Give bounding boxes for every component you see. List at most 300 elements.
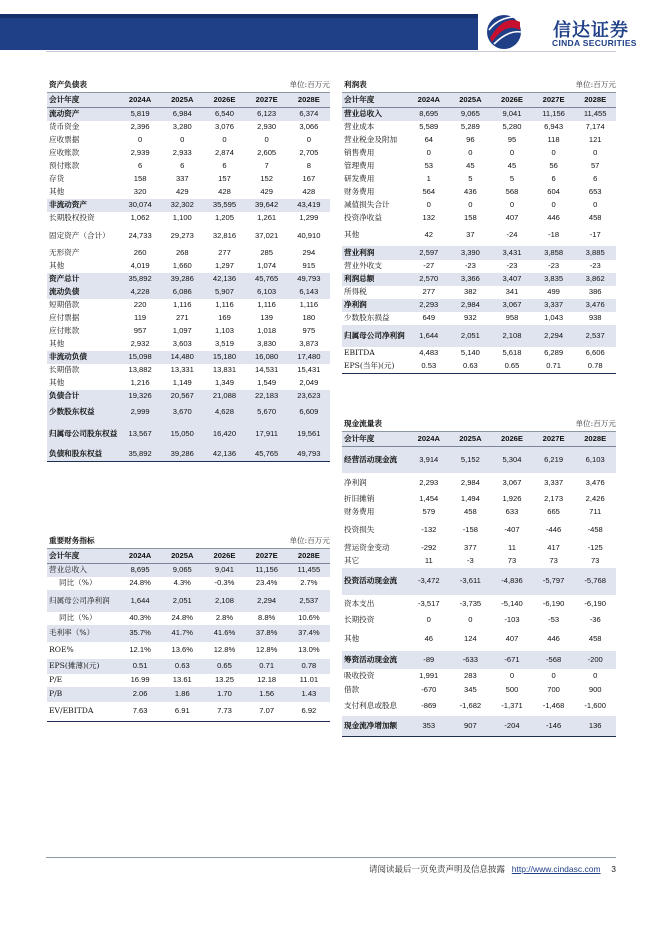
row-label: 减值损失合计	[344, 200, 390, 210]
row-value: 3,337	[533, 299, 575, 312]
row-value: 3,885	[574, 246, 616, 260]
row-value: 2,294	[533, 325, 575, 347]
row-value: -89	[408, 651, 450, 669]
row-value: 7	[264, 161, 269, 171]
row-label: EBITDA	[344, 348, 375, 358]
row-value: 6,086	[161, 286, 203, 299]
footer-website-link[interactable]: http://www.cindasc.com	[511, 864, 601, 874]
row-value: 2,294	[246, 590, 288, 612]
row-value: 3,067	[491, 299, 533, 312]
table-row	[47, 212, 330, 225]
row-value: 8	[306, 161, 311, 171]
row-value: 268	[175, 248, 189, 258]
table-title-row	[47, 78, 330, 92]
row-value: 0	[468, 200, 473, 210]
row-value: 2,173	[544, 494, 564, 504]
row-value: 6,609	[288, 403, 330, 422]
row-value: 0	[137, 135, 143, 145]
row-value: -53	[548, 615, 560, 625]
row-value: 3,603	[172, 339, 192, 349]
table-row	[342, 506, 616, 519]
row-value: -633	[450, 651, 492, 669]
row-label: 营业外收支	[344, 261, 382, 271]
row-value: 1.56	[246, 687, 288, 702]
row-value: 564	[422, 187, 436, 197]
row-label: 货币资金	[49, 122, 80, 132]
table-row	[47, 422, 330, 447]
row-value: -670	[421, 685, 437, 695]
table-row	[342, 325, 616, 347]
row-value: -27	[423, 261, 435, 271]
row-value: 5,289	[460, 122, 480, 132]
table-title: 利润表	[342, 78, 491, 92]
row-value: 1,454	[419, 494, 439, 504]
row-value: 436	[464, 187, 477, 197]
column-header-year: 2024A	[408, 92, 450, 107]
row-value: 121	[588, 135, 602, 145]
row-value: 20,567	[161, 390, 203, 403]
row-label: 应付账款	[49, 326, 80, 336]
row-value: 428	[302, 187, 316, 197]
row-value: 8.8%	[258, 613, 276, 623]
row-value: 23,623	[288, 390, 330, 403]
table-header-row	[342, 92, 616, 107]
table-row	[47, 247, 330, 260]
row-value: 0	[468, 615, 473, 625]
row-value: 0	[593, 671, 598, 681]
cashflow-table	[342, 417, 616, 737]
table-row	[47, 403, 330, 422]
row-value: 3,476	[574, 299, 616, 312]
row-value: 22,183	[246, 390, 288, 403]
row-value: -3,472	[408, 568, 450, 595]
table-row	[47, 577, 330, 590]
column-header-year: 2026E	[491, 92, 533, 107]
table-row	[47, 563, 330, 577]
row-value: 6,606	[585, 348, 605, 358]
row-value: 3,670	[161, 403, 203, 422]
row-value: 37.4%	[288, 625, 330, 642]
row-value: 1.86	[161, 687, 203, 702]
table-title-row	[342, 78, 616, 92]
row-value: 277	[218, 248, 231, 258]
table-title: 资产负债表	[47, 78, 203, 92]
cashflow-panel	[342, 417, 616, 737]
row-value: 118	[547, 135, 560, 145]
row-value: 1	[426, 174, 431, 184]
table-row	[47, 225, 330, 247]
table-row	[47, 173, 330, 186]
row-value: 1,205	[214, 213, 234, 223]
row-value: 377	[464, 543, 477, 553]
row-value: 458	[588, 633, 602, 643]
row-value: 5	[468, 174, 473, 184]
row-value: 2,705	[299, 148, 319, 158]
row-value: 11.01	[299, 675, 319, 685]
footer-disclaimer: 请阅读最后一页免责声明及信息披露	[369, 865, 506, 875]
row-value: 12.1%	[129, 645, 151, 655]
row-value: 37,021	[255, 230, 279, 240]
page-number: 3	[611, 864, 616, 874]
table-row	[342, 684, 616, 697]
row-value: 9,041	[203, 563, 245, 577]
row-label: 存货	[49, 174, 65, 184]
row-value: 915	[302, 261, 316, 271]
table-row	[47, 642, 330, 659]
row-value: 13,831	[212, 365, 237, 375]
row-value: 6,219	[533, 446, 575, 473]
row-value: 6,103	[574, 446, 616, 473]
row-value: 6,943	[544, 122, 564, 132]
row-label: 财务费用	[344, 187, 375, 197]
row-value: 49,793	[288, 447, 330, 462]
row-value: 568	[505, 187, 519, 197]
row-value: 2,597	[408, 246, 450, 260]
row-value: -5,140	[501, 599, 523, 609]
row-value: 283	[464, 671, 477, 681]
row-value: 49,793	[288, 273, 330, 286]
row-value: 10.6%	[298, 613, 320, 623]
column-header-year: 2027E	[533, 92, 575, 107]
table-row	[342, 446, 616, 473]
row-label: 管理费用	[344, 161, 375, 171]
row-label: 非流动负债	[47, 351, 119, 364]
column-header-year: 2026E	[203, 548, 245, 563]
table-row	[47, 377, 330, 390]
row-value: 35.7%	[119, 625, 161, 642]
row-value: 1,261	[257, 213, 277, 223]
row-value: -5,768	[574, 568, 616, 595]
row-value: 2,293	[408, 299, 450, 312]
row-label: EPS(摊薄)(元)	[47, 659, 119, 674]
row-value: 4,628	[203, 403, 245, 422]
row-value: 1,349	[214, 378, 234, 388]
row-value: 1.43	[288, 687, 330, 702]
table-row	[342, 651, 616, 669]
table-row	[47, 312, 330, 325]
column-header-label: 会计年度	[342, 431, 408, 446]
row-value: 5	[509, 174, 515, 184]
row-value: 53	[424, 161, 434, 171]
row-value: 132	[422, 213, 436, 223]
row-value: 45	[507, 161, 517, 171]
row-label: 研发费用	[344, 174, 375, 184]
row-value: 4,228	[119, 286, 161, 299]
table-header-row	[342, 431, 616, 446]
row-label: 非流动资产	[47, 199, 119, 212]
row-value: -23	[548, 261, 560, 271]
row-value: 0.51	[119, 659, 161, 674]
row-value: 17,911	[246, 422, 288, 447]
row-value: 2.7%	[300, 578, 318, 588]
table-title-row	[47, 534, 330, 548]
row-value: 3,835	[533, 273, 575, 286]
row-value: 43,419	[288, 199, 330, 212]
row-value: 17,480	[288, 351, 330, 364]
row-value: 7.73	[203, 702, 245, 722]
row-value: 1,660	[172, 261, 192, 271]
row-value: 158	[464, 213, 477, 223]
row-value: 2,932	[130, 339, 150, 349]
row-value: -458	[587, 525, 603, 535]
row-value: 458	[588, 213, 602, 223]
row-label: 借款	[344, 685, 360, 695]
row-value: 2,051	[450, 325, 492, 347]
column-header-year: 2028E	[574, 92, 616, 107]
table-row	[47, 702, 330, 722]
row-label: 归属母公司净利润	[47, 590, 119, 612]
row-value: 345	[464, 685, 477, 695]
row-value: 5,589	[419, 122, 439, 132]
column-header-year: 2028E	[288, 548, 330, 563]
table-row	[342, 225, 616, 246]
row-value: 0	[551, 200, 556, 210]
row-value: 73	[549, 556, 558, 566]
company-name-en: CINDA SECURITIES	[552, 38, 637, 48]
row-value: 0	[551, 671, 556, 681]
row-value: 633	[505, 507, 519, 517]
row-value: 5,280	[502, 122, 522, 132]
row-value: 2,108	[491, 325, 533, 347]
table-row	[47, 299, 330, 312]
row-value: 3,830	[257, 339, 277, 349]
row-value: 40.3%	[129, 613, 151, 623]
row-label: 其他	[49, 187, 65, 197]
row-value: 1,297	[214, 261, 234, 271]
row-value: 1,043	[544, 313, 564, 323]
row-value: 56	[549, 161, 558, 171]
row-value: -17	[589, 230, 601, 240]
row-label: 归属母公司股东权益	[47, 422, 119, 447]
row-value: 13,882	[128, 365, 152, 375]
row-label: 归属母公司净利润	[342, 325, 408, 347]
table-row	[47, 390, 330, 403]
table-row	[47, 134, 330, 147]
footer	[369, 863, 616, 875]
row-value: 0.65	[203, 659, 245, 674]
row-value: 1,549	[257, 378, 277, 388]
row-value: 2.06	[119, 687, 161, 702]
row-label: 少数股东权益	[47, 403, 119, 422]
row-label: 预付账款	[49, 161, 80, 171]
table-row	[342, 519, 616, 542]
table-row	[47, 625, 330, 642]
row-label: 资产总计	[47, 273, 119, 286]
row-label: 同比（%）	[59, 613, 97, 623]
row-value: 180	[302, 313, 316, 323]
row-value: -24	[506, 230, 518, 240]
row-value: 11,156	[246, 563, 288, 577]
row-value: -3	[467, 556, 474, 566]
column-header-label: 会计年度	[47, 548, 119, 563]
table-row	[342, 147, 616, 160]
table-row	[47, 659, 330, 674]
row-value: 9,041	[491, 107, 533, 121]
row-value: 407	[505, 213, 519, 223]
row-value: 39,642	[246, 199, 288, 212]
table-row	[342, 473, 616, 493]
row-label: 长期借款	[49, 365, 80, 375]
row-value: -407	[504, 525, 520, 535]
row-value: 428	[218, 187, 231, 197]
row-value: 2,984	[450, 299, 492, 312]
row-value: 2,570	[408, 273, 450, 286]
row-label: 长期股权投资	[49, 213, 95, 223]
row-label: 应收票据	[49, 135, 80, 145]
row-value: 0	[306, 135, 311, 145]
row-value: 1,100	[172, 213, 192, 223]
row-value: 711	[589, 507, 602, 517]
row-label: 无形资产	[49, 248, 80, 258]
row-value: -292	[421, 543, 437, 553]
income-statement-panel	[342, 78, 616, 374]
row-value: -23	[506, 261, 518, 271]
column-header-year: 2024A	[119, 92, 161, 107]
row-value: 0	[551, 148, 556, 158]
company-name-cn: 信达证券	[553, 20, 629, 41]
row-value: -568	[533, 651, 575, 669]
row-value: 0	[426, 200, 431, 210]
row-value: 6,374	[288, 107, 330, 121]
row-value: 13.6%	[171, 645, 194, 655]
table-row	[342, 199, 616, 212]
row-value: 2,537	[288, 590, 330, 612]
row-label: 投资净收益	[344, 213, 382, 223]
row-label: 净利润	[344, 477, 367, 487]
row-value: -204	[491, 716, 533, 737]
row-value: 2,984	[460, 477, 480, 487]
row-value: 169	[218, 313, 231, 323]
row-value: 13.61	[172, 675, 192, 685]
row-value: 40,910	[297, 230, 321, 240]
row-value: 11	[508, 543, 516, 553]
row-value: 407	[505, 633, 519, 643]
row-value: 13.0%	[298, 645, 320, 655]
row-value: 35,595	[203, 199, 245, 212]
row-value: 41.6%	[203, 625, 245, 642]
row-value: -869	[421, 701, 437, 711]
row-value: -6,190	[584, 599, 606, 609]
row-value: -36	[589, 615, 601, 625]
row-value: 11	[424, 556, 433, 566]
row-value: 11,455	[574, 107, 616, 121]
row-value: 1,116	[173, 300, 192, 310]
row-label: ROE%	[49, 645, 74, 655]
table-row	[342, 160, 616, 173]
row-value: 157	[218, 174, 231, 184]
row-value: 653	[588, 187, 602, 197]
table-row	[342, 286, 616, 299]
table-row	[342, 542, 616, 555]
row-value: 386	[588, 287, 602, 297]
row-value: 0.71	[533, 360, 575, 374]
ratios-table	[47, 534, 330, 722]
row-value: 337	[175, 174, 189, 184]
row-value: 6	[551, 174, 556, 184]
table-unit: 单位:百万元	[491, 78, 616, 92]
row-value: 35,892	[119, 273, 161, 286]
row-value: 320	[133, 187, 147, 197]
row-value: 152	[260, 174, 273, 184]
row-value: 649	[422, 313, 436, 323]
row-value: 30,074	[119, 199, 161, 212]
row-value: 341	[505, 287, 519, 297]
row-value: 3,280	[172, 122, 192, 132]
row-value: 5,907	[203, 286, 245, 299]
row-value: 0	[180, 135, 185, 145]
row-value: 1,644	[408, 325, 450, 347]
row-value: 2,930	[257, 122, 277, 132]
row-value: 158	[133, 174, 147, 184]
table-row	[47, 121, 330, 134]
row-value: 0	[426, 148, 431, 158]
row-value: 24.8%	[129, 578, 151, 588]
row-value: 0	[509, 671, 515, 681]
row-value: 2,108	[203, 590, 245, 612]
row-value: 3,076	[214, 122, 234, 132]
table-row	[342, 493, 616, 506]
row-value: 5,618	[502, 348, 522, 358]
row-value: 6,123	[246, 107, 288, 121]
row-value: 2,537	[574, 325, 616, 347]
row-value: 1,149	[172, 378, 192, 388]
row-label: 资本支出	[344, 599, 375, 609]
row-value: 0	[509, 200, 515, 210]
row-value: 271	[175, 313, 189, 323]
table-unit: 单位:百万元	[491, 417, 616, 431]
row-label: P/B	[47, 687, 119, 702]
row-value: -1,468	[542, 701, 565, 711]
row-value: 220	[133, 300, 147, 310]
table-row	[342, 360, 616, 374]
row-value: 3,873	[299, 339, 319, 349]
row-value: 958	[505, 313, 519, 323]
row-value: 0	[426, 615, 431, 625]
table-row	[47, 612, 330, 625]
row-value: 6	[137, 161, 143, 171]
row-label: 负债和股东权益	[47, 447, 119, 462]
row-label: 固定资产（合计）	[49, 230, 110, 240]
header-banner-stripe	[0, 14, 478, 18]
row-value: 382	[464, 287, 477, 297]
row-label: 其他	[49, 378, 65, 388]
column-header-year: 2027E	[246, 92, 288, 107]
row-value: 45,765	[246, 273, 288, 286]
row-value: 73	[507, 556, 517, 566]
row-value: 8,695	[408, 107, 450, 121]
row-value: 3,519	[214, 339, 234, 349]
row-value: 0.78	[574, 360, 616, 374]
row-value: 3,407	[491, 273, 533, 286]
table-row	[342, 134, 616, 147]
table-row	[342, 246, 616, 260]
row-value: 0	[593, 200, 598, 210]
table-header-row	[47, 548, 330, 563]
row-value: 446	[547, 213, 560, 223]
row-value: 429	[175, 187, 189, 197]
table-row	[342, 595, 616, 614]
row-label: 销售费用	[344, 148, 375, 158]
row-value: 136	[574, 716, 616, 737]
row-value: 32,816	[212, 230, 237, 240]
row-value: 285	[260, 248, 273, 258]
row-value: 12.8%	[255, 645, 278, 655]
row-value: 0.65	[491, 360, 533, 374]
row-value: 64	[424, 135, 434, 145]
table-row	[342, 173, 616, 186]
row-value: 42,136	[203, 273, 245, 286]
row-value: 3,337	[544, 477, 564, 487]
